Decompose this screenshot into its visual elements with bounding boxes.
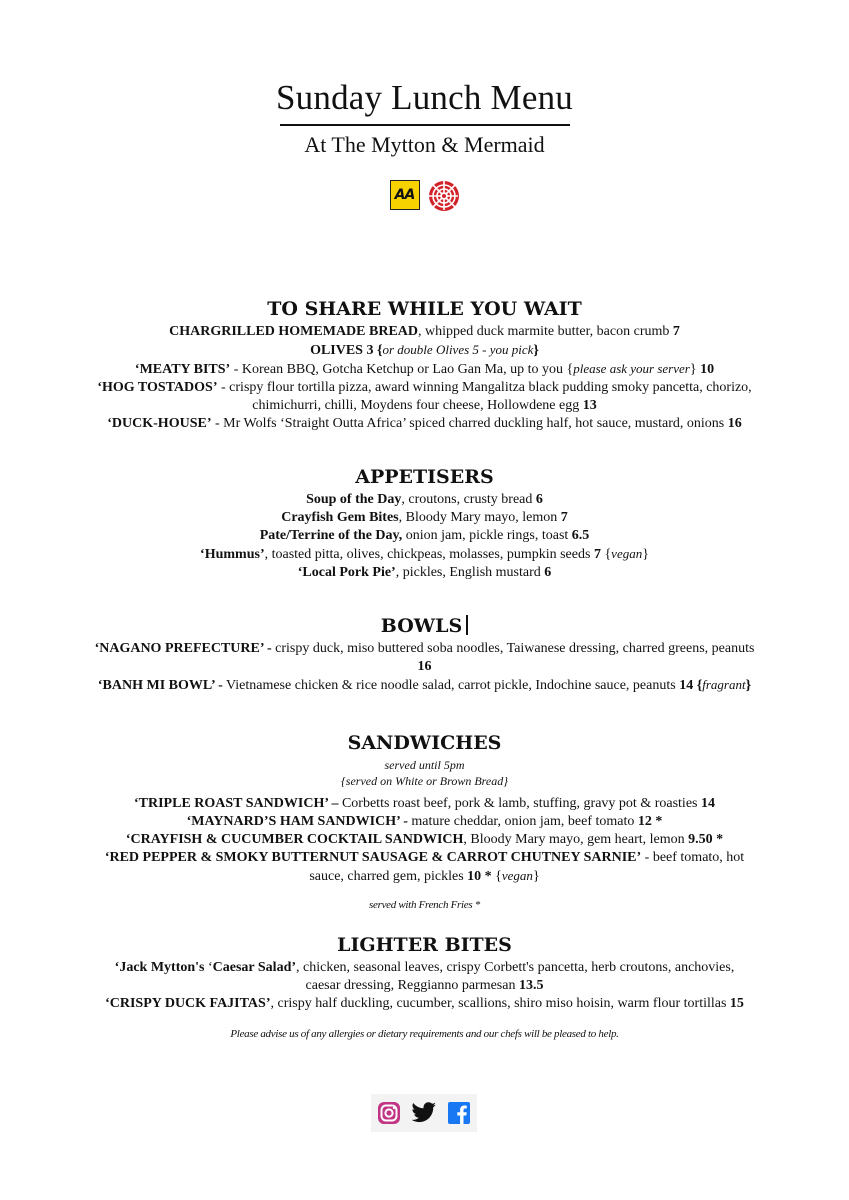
menu-item: ‘CRAYFISH & CUCUMBER COCKTAIL SANDWICH, Bloody Mary mayo, gem heart, lemon 9.50 * xyxy=(125,832,724,847)
awards-row xyxy=(0,180,849,212)
section-heading: SANDWICHES xyxy=(347,732,502,754)
twitter-icon[interactable] xyxy=(411,1102,437,1124)
aa-logo: AA xyxy=(390,180,420,210)
page-title: Sunday Lunch Menu xyxy=(276,78,573,117)
aa-rosette-icon xyxy=(428,180,460,212)
menu-item: Pate/Terrine of the Day, onion jam, pickle rings, toast 6.5 xyxy=(259,528,590,543)
menu-item: ‘DUCK-HOUSE’ - Mr Wolfs ‘Straight Outta Africa’ spiced charred duckling half, hot sauce, mustard, onions 16 xyxy=(107,416,742,431)
facebook-icon[interactable] xyxy=(447,1101,471,1125)
section-note: served until 5pm xyxy=(384,758,465,772)
menu-item: ‘Jack Mytton's ‘Caesar Salad’, chicken, seasonal leaves, crispy Corbett's pancetta, herb croutons, anchovies, caesar dressing, Reggianno parmesan 13.5 xyxy=(114,960,735,993)
menu-item: ‘CRISPY DUCK FAJITAS’, crispy half duckling, cucumber, scallions, shiro miso hoisin, warm flour tortillas 15 xyxy=(105,996,744,1011)
menu-item: OLIVES 3 {or double Olives 5 - you pick} xyxy=(310,342,539,358)
fries-note: served with French Fries * xyxy=(369,899,480,911)
menu-item: ‘MAYNARD’S HAM SANDWICH’ - mature cheddar, onion jam, beef tomato 12 * xyxy=(186,814,663,829)
text-cursor-bar xyxy=(466,615,468,635)
menu-item: ‘TRIPLE ROAST SANDWICH’ – Corbetts roast beef, pork & lamb, stuffing, gravy pot & roasties 14 xyxy=(134,796,715,811)
menu-item: Crayfish Gem Bites, Bloody Mary mayo, lemon 7 xyxy=(281,510,568,525)
menu-item: ‘RED PEPPER & SMOKY BUTTERNUT SAUSAGE & CARROT CHUTNEY SARNIE’ - beef tomato, hot sauce, charred gem, pickles 10 * {vegan} xyxy=(104,850,745,884)
section-heading: LIGHTER BITES xyxy=(337,934,512,956)
section-heading: BOWLS xyxy=(0,614,849,638)
menu-item: CHARGRILLED HOMEMADE BREAD, whipped duck marmite butter, bacon crumb 7 xyxy=(169,324,680,339)
instagram-icon[interactable] xyxy=(377,1101,401,1125)
bowls-section xyxy=(0,614,849,695)
section-note: {served on White or Brown Bread} xyxy=(340,774,508,788)
allergy-note: Please advise us of any allergies or dietary requirements and our chefs will be pleased to help. xyxy=(230,1028,619,1040)
section-heading: TO SHARE WHILE YOU WAIT xyxy=(267,298,582,320)
menu-header xyxy=(0,78,849,212)
menu-item: ‘HOG TOSTADOS’ - crispy flour tortilla pizza, award winning Mangalitza black pudding smoky pancetta, chorizo, chimichurri, chilli, Moydens four cheese, Hollowdene egg 13 xyxy=(97,380,752,413)
menu-item: ‘NAGANO PREFECTURE’ - crispy duck, miso buttered soba noodles, Taiwanese dressing, charred greens, peanuts 16 xyxy=(94,641,755,674)
title-underline xyxy=(280,124,570,126)
lighter-bites-section xyxy=(0,933,849,1041)
appetisers-section xyxy=(0,465,849,582)
social-icons xyxy=(371,1094,477,1132)
menu-item: Soup of the Day, croutons, crusty bread 6 xyxy=(306,492,543,507)
menu-item: ‘Local Pork Pie’, pickles, English mustard 6 xyxy=(297,565,552,580)
menu-item: ‘Hummus’, toasted pitta, olives, chickpeas, molasses, pumpkin seeds 7 {vegan} xyxy=(200,546,649,562)
sandwiches-section xyxy=(0,731,849,912)
menu-item: ‘BANH MI BOWL’ - Vietnamese chicken & rice noodle salad, carrot pickle, Indochine sauce, peanuts 14 {fragrant} xyxy=(97,677,752,693)
page-subtitle: At The Mytton & Mermaid xyxy=(304,132,545,157)
menu-item: ‘MEATY BITS’ - Korean BBQ, Gotcha Ketchup or Lao Gan Ma, up to you {please ask your server} 10 xyxy=(134,361,715,377)
section-heading: APPETISERS xyxy=(355,466,494,488)
share-section xyxy=(0,297,849,433)
